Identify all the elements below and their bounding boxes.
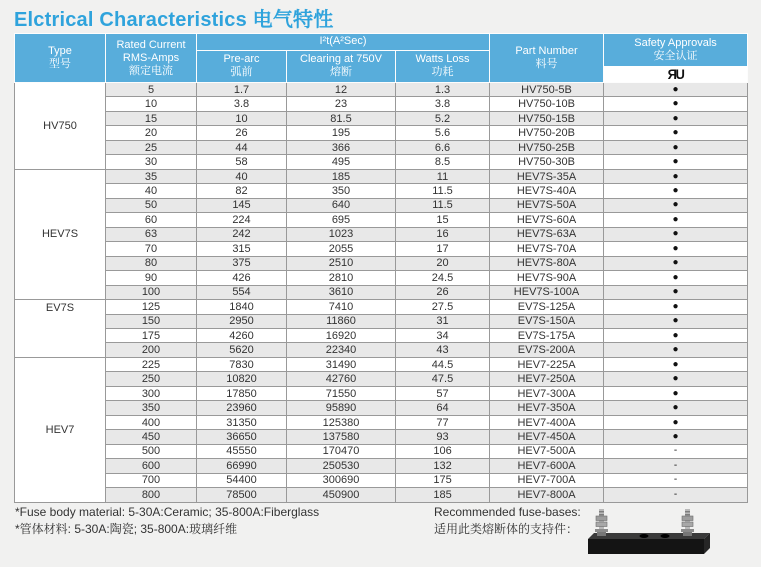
table-row bbox=[15, 227, 748, 241]
table-row bbox=[15, 198, 748, 212]
rated-current-cell: 5 bbox=[106, 83, 197, 97]
fuse-base-image bbox=[568, 505, 718, 563]
part-number-cell: HEV7-450A bbox=[490, 430, 604, 444]
type-group-label: EV7S bbox=[15, 300, 106, 358]
rated-current-cell: 15 bbox=[106, 111, 197, 125]
pre-arc-cell: 2950 bbox=[197, 314, 287, 328]
col-header-rated-zh: 额定电流 bbox=[129, 64, 173, 77]
part-number-cell: HV750-5B bbox=[490, 83, 604, 97]
clearing-cell: 23 bbox=[287, 97, 396, 111]
pre-arc-en: Pre-arc bbox=[223, 53, 260, 66]
clearing-cell: 12 bbox=[287, 83, 396, 97]
clearing-cell: 31490 bbox=[287, 357, 396, 371]
part-number-cell: EV7S-175A bbox=[490, 328, 604, 342]
safety-approval-cell: ● bbox=[604, 300, 748, 314]
table-row bbox=[15, 401, 748, 415]
safety-approval-cell: - bbox=[604, 459, 748, 473]
pre-arc-cell: 10 bbox=[197, 111, 287, 125]
watts-loss-cell: 44.5 bbox=[396, 357, 490, 371]
safety-approval-cell: ● bbox=[604, 97, 748, 111]
watts-loss-cell: 11.5 bbox=[396, 184, 490, 198]
fuse-body-material-note-en: *Fuse body material: 5-30A:Ceramic; 35-800A:Fiberglass bbox=[15, 505, 320, 519]
clearing-cell: 2510 bbox=[287, 256, 396, 270]
col-header-part-number bbox=[490, 34, 604, 83]
watts-loss-cell: 34 bbox=[396, 328, 490, 342]
watts-loss-en: Watts Loss bbox=[415, 53, 470, 66]
part-number-cell: HV750-15B bbox=[490, 111, 604, 125]
part-number-cell: HEV7-350A bbox=[490, 401, 604, 415]
table-row bbox=[15, 300, 748, 314]
table-row bbox=[15, 126, 748, 140]
clearing-cell: 137580 bbox=[287, 430, 396, 444]
watts-loss-cell: 5.6 bbox=[396, 126, 490, 140]
clearing-cell: 450900 bbox=[287, 488, 396, 502]
clearing-cell: 300690 bbox=[287, 473, 396, 487]
table-row bbox=[15, 314, 748, 328]
safety-label-en: Safety Approvals bbox=[634, 37, 717, 49]
clearing-cell: 16920 bbox=[287, 328, 396, 342]
rated-current-cell: 225 bbox=[106, 357, 197, 371]
pre-arc-cell: 26 bbox=[197, 126, 287, 140]
rated-current-cell: 25 bbox=[106, 140, 197, 154]
watts-loss-cell: 20 bbox=[396, 256, 490, 270]
col-header-type-zh: 型号 bbox=[49, 58, 71, 70]
electrical-characteristics-table bbox=[14, 33, 748, 503]
part-number-cell: HEV7S-35A bbox=[490, 169, 604, 183]
safety-approval-cell: ● bbox=[604, 198, 748, 212]
watts-loss-cell: 27.5 bbox=[396, 300, 490, 314]
ul-recognized-icon: ЯU bbox=[667, 66, 684, 82]
col-header-type bbox=[15, 34, 106, 83]
clearing-cell: 2810 bbox=[287, 271, 396, 285]
part-number-cell: HV750-30B bbox=[490, 155, 604, 169]
safety-approval-cell: ● bbox=[604, 169, 748, 183]
table-row bbox=[15, 169, 748, 183]
part-number-cell: HV750-25B bbox=[490, 140, 604, 154]
safety-approval-cell: ● bbox=[604, 242, 748, 256]
col-header-watts-loss bbox=[396, 50, 490, 82]
rated-current-cell: 450 bbox=[106, 430, 197, 444]
rated-current-cell: 63 bbox=[106, 227, 197, 241]
table-row bbox=[15, 97, 748, 111]
watts-loss-cell: 93 bbox=[396, 430, 490, 444]
rated-current-cell: 30 bbox=[106, 155, 197, 169]
pre-arc-cell: 58 bbox=[197, 155, 287, 169]
watts-loss-cell: 11 bbox=[396, 169, 490, 183]
safety-approval-cell: - bbox=[604, 473, 748, 487]
col-header-rated-line2: RMS-Amps bbox=[122, 51, 180, 64]
col-header-rated-current bbox=[106, 34, 197, 83]
safety-approval-cell: ● bbox=[604, 343, 748, 357]
watts-loss-cell: 175 bbox=[396, 473, 490, 487]
safety-approval-cell: ● bbox=[604, 184, 748, 198]
table-row bbox=[15, 386, 748, 400]
rated-current-cell: 70 bbox=[106, 242, 197, 256]
pre-arc-cell: 82 bbox=[197, 184, 287, 198]
safety-approval-cell: ● bbox=[604, 126, 748, 140]
clearing-cell: 125380 bbox=[287, 415, 396, 429]
clearing-cell: 95890 bbox=[287, 401, 396, 415]
table-row bbox=[15, 140, 748, 154]
pre-arc-cell: 224 bbox=[197, 213, 287, 227]
col-header-clearing bbox=[287, 50, 396, 82]
clearing-cell: 495 bbox=[287, 155, 396, 169]
table-row bbox=[15, 415, 748, 429]
watts-loss-cell: 26 bbox=[396, 285, 490, 299]
rated-current-cell: 600 bbox=[106, 459, 197, 473]
rated-current-cell: 400 bbox=[106, 415, 197, 429]
watts-loss-zh: 功耗 bbox=[431, 66, 454, 79]
table-row bbox=[15, 256, 748, 270]
rated-current-cell: 800 bbox=[106, 488, 197, 502]
rated-current-cell: 20 bbox=[106, 126, 197, 140]
safety-approval-cell: ● bbox=[604, 83, 748, 97]
pre-arc-cell: 375 bbox=[197, 256, 287, 270]
ul-logo-strip bbox=[604, 66, 747, 82]
watts-loss-cell: 5.2 bbox=[396, 111, 490, 125]
part-number-cell: HEV7-700A bbox=[490, 473, 604, 487]
watts-loss-cell: 185 bbox=[396, 488, 490, 502]
watts-loss-cell: 11.5 bbox=[396, 198, 490, 212]
safety-approval-cell: ● bbox=[604, 271, 748, 285]
pre-arc-cell: 36650 bbox=[197, 430, 287, 444]
header-row-1 bbox=[15, 34, 748, 51]
table-row bbox=[15, 242, 748, 256]
type-group-label: HEV7S bbox=[15, 169, 106, 299]
page-title: Elctrical Characteristics 电气特性 bbox=[14, 9, 334, 31]
part-number-cell: HEV7S-90A bbox=[490, 271, 604, 285]
table-row bbox=[15, 459, 748, 473]
rated-current-cell: 90 bbox=[106, 271, 197, 285]
rated-current-cell: 200 bbox=[106, 343, 197, 357]
clearing-cell: 195 bbox=[287, 126, 396, 140]
clearing-cell: 695 bbox=[287, 213, 396, 227]
table-row bbox=[15, 430, 748, 444]
rated-current-cell: 350 bbox=[106, 401, 197, 415]
safety-approval-cell: ● bbox=[604, 111, 748, 125]
pre-arc-cell: 1.7 bbox=[197, 83, 287, 97]
clearing-cell: 81.5 bbox=[287, 111, 396, 125]
rated-current-cell: 10 bbox=[106, 97, 197, 111]
table-row bbox=[15, 213, 748, 227]
watts-loss-cell: 47.5 bbox=[396, 372, 490, 386]
pre-arc-cell: 78500 bbox=[197, 488, 287, 502]
safety-approval-cell: ● bbox=[604, 415, 748, 429]
safety-approval-cell: ● bbox=[604, 140, 748, 154]
fuse-body-material-note-zh: *管体材料: 5-30A:陶瓷; 35-800A:玻璃纤维 bbox=[15, 522, 238, 536]
rated-current-cell: 300 bbox=[106, 386, 197, 400]
rated-current-cell: 80 bbox=[106, 256, 197, 270]
pre-arc-cell: 23960 bbox=[197, 401, 287, 415]
watts-loss-cell: 64 bbox=[396, 401, 490, 415]
watts-loss-cell: 3.8 bbox=[396, 97, 490, 111]
part-number-cell: HEV7-500A bbox=[490, 444, 604, 458]
clearing-zh: 熔断 bbox=[330, 66, 352, 79]
watts-loss-cell: 16 bbox=[396, 227, 490, 241]
rated-current-cell: 500 bbox=[106, 444, 197, 458]
part-number-cell: HV750-20B bbox=[490, 126, 604, 140]
pre-arc-cell: 54400 bbox=[197, 473, 287, 487]
table-row bbox=[15, 285, 748, 299]
part-number-cell: HEV7-300A bbox=[490, 386, 604, 400]
pre-arc-cell: 145 bbox=[197, 198, 287, 212]
clearing-cell: 1023 bbox=[287, 227, 396, 241]
part-number-cell: HV750-10B bbox=[490, 97, 604, 111]
rated-current-cell: 175 bbox=[106, 328, 197, 342]
safety-approval-cell: - bbox=[604, 444, 748, 458]
table-row bbox=[15, 328, 748, 342]
table-row bbox=[15, 271, 748, 285]
safety-label-zh: 安全认证 bbox=[653, 50, 698, 62]
safety-approval-cell: ● bbox=[604, 256, 748, 270]
col-header-i2t: I²t(A²Sec) bbox=[197, 34, 490, 51]
table-row bbox=[15, 488, 748, 502]
clearing-cell: 3610 bbox=[287, 285, 396, 299]
safety-approval-cell: ● bbox=[604, 155, 748, 169]
pre-arc-cell: 1840 bbox=[197, 300, 287, 314]
rated-current-cell: 150 bbox=[106, 314, 197, 328]
table-row bbox=[15, 111, 748, 125]
safety-approval-cell: ● bbox=[604, 372, 748, 386]
pre-arc-cell: 3.8 bbox=[197, 97, 287, 111]
safety-approval-cell: ● bbox=[604, 227, 748, 241]
safety-approval-cell: ● bbox=[604, 328, 748, 342]
watts-loss-cell: 24.5 bbox=[396, 271, 490, 285]
safety-approval-cell: - bbox=[604, 488, 748, 502]
col-header-pre-arc bbox=[197, 50, 287, 82]
pre-arc-cell: 315 bbox=[197, 242, 287, 256]
safety-approval-cell: ● bbox=[604, 430, 748, 444]
watts-loss-cell: 8.5 bbox=[396, 155, 490, 169]
pre-arc-cell: 554 bbox=[197, 285, 287, 299]
recommended-fuse-bases-en: Recommended fuse-bases: bbox=[434, 505, 581, 519]
safety-approvals-label bbox=[604, 34, 747, 66]
clearing-cell: 170470 bbox=[287, 444, 396, 458]
part-number-cell: EV7S-125A bbox=[490, 300, 604, 314]
watts-loss-cell: 31 bbox=[396, 314, 490, 328]
part-number-cell: HEV7-800A bbox=[490, 488, 604, 502]
safety-approval-cell: ● bbox=[604, 357, 748, 371]
pre-arc-cell: 4260 bbox=[197, 328, 287, 342]
clearing-cell: 7410 bbox=[287, 300, 396, 314]
table-row bbox=[15, 83, 748, 97]
clearing-cell: 11860 bbox=[287, 314, 396, 328]
part-number-cell: HEV7S-40A bbox=[490, 184, 604, 198]
col-header-type-en: Type bbox=[48, 45, 72, 57]
clearing-cell: 640 bbox=[287, 198, 396, 212]
watts-loss-cell: 43 bbox=[396, 343, 490, 357]
rated-current-cell: 700 bbox=[106, 473, 197, 487]
rated-current-cell: 125 bbox=[106, 300, 197, 314]
table-row bbox=[15, 444, 748, 458]
rated-current-cell: 250 bbox=[106, 372, 197, 386]
watts-loss-cell: 57 bbox=[396, 386, 490, 400]
watts-loss-cell: 17 bbox=[396, 242, 490, 256]
clearing-cell: 366 bbox=[287, 140, 396, 154]
col-header-part-zh: 料号 bbox=[535, 58, 558, 70]
table-row bbox=[15, 372, 748, 386]
table-row bbox=[15, 155, 748, 169]
part-number-cell: HEV7S-70A bbox=[490, 242, 604, 256]
pre-arc-cell: 45550 bbox=[197, 444, 287, 458]
pre-arc-cell: 10820 bbox=[197, 372, 287, 386]
watts-loss-cell: 106 bbox=[396, 444, 490, 458]
pre-arc-cell: 44 bbox=[197, 140, 287, 154]
safety-approval-cell: ● bbox=[604, 314, 748, 328]
pre-arc-cell: 242 bbox=[197, 227, 287, 241]
pre-arc-cell: 7830 bbox=[197, 357, 287, 371]
clearing-cell: 350 bbox=[287, 184, 396, 198]
clearing-cell: 250530 bbox=[287, 459, 396, 473]
pre-arc-cell: 66990 bbox=[197, 459, 287, 473]
safety-approval-cell: ● bbox=[604, 401, 748, 415]
watts-loss-cell: 77 bbox=[396, 415, 490, 429]
col-header-rated-line1: Rated Current bbox=[116, 38, 186, 51]
clearing-cell: 22340 bbox=[287, 343, 396, 357]
recommended-fuse-bases-zh: 适用此类熔断体的支持件： bbox=[434, 522, 579, 536]
col-header-safety-approvals bbox=[604, 34, 748, 83]
safety-approval-cell: ● bbox=[604, 213, 748, 227]
watts-loss-cell: 1.3 bbox=[396, 83, 490, 97]
safety-approval-cell: ● bbox=[604, 386, 748, 400]
part-number-cell: HEV7S-63A bbox=[490, 227, 604, 241]
clearing-cell: 2055 bbox=[287, 242, 396, 256]
rated-current-cell: 35 bbox=[106, 169, 197, 183]
watts-loss-cell: 6.6 bbox=[396, 140, 490, 154]
pre-arc-cell: 5620 bbox=[197, 343, 287, 357]
pre-arc-cell: 40 bbox=[197, 169, 287, 183]
watts-loss-cell: 15 bbox=[396, 213, 490, 227]
part-number-cell: HEV7S-80A bbox=[490, 256, 604, 270]
pre-arc-cell: 31350 bbox=[197, 415, 287, 429]
part-number-cell: HEV7S-60A bbox=[490, 213, 604, 227]
part-number-cell: HEV7-600A bbox=[490, 459, 604, 473]
safety-approval-cell: ● bbox=[604, 285, 748, 299]
clearing-cell: 185 bbox=[287, 169, 396, 183]
rated-current-cell: 40 bbox=[106, 184, 197, 198]
rated-current-cell: 50 bbox=[106, 198, 197, 212]
type-group-label: HEV7 bbox=[15, 357, 106, 502]
col-header-part-en: Part Number bbox=[515, 45, 578, 57]
clearing-en: Clearing at 750V bbox=[300, 53, 382, 66]
table-row bbox=[15, 473, 748, 487]
part-number-cell: EV7S-200A bbox=[490, 343, 604, 357]
part-number-cell: HEV7-250A bbox=[490, 372, 604, 386]
type-group-label: HV750 bbox=[15, 83, 106, 170]
table-row bbox=[15, 357, 748, 371]
clearing-cell: 71550 bbox=[287, 386, 396, 400]
watts-loss-cell: 132 bbox=[396, 459, 490, 473]
pre-arc-cell: 17850 bbox=[197, 386, 287, 400]
rated-current-cell: 60 bbox=[106, 213, 197, 227]
pre-arc-zh: 弧前 bbox=[230, 66, 253, 79]
clearing-cell: 42760 bbox=[287, 372, 396, 386]
part-number-cell: HEV7S-50A bbox=[490, 198, 604, 212]
table-row bbox=[15, 343, 748, 357]
part-number-cell: HEV7-400A bbox=[490, 415, 604, 429]
part-number-cell: HEV7S-100A bbox=[490, 285, 604, 299]
part-number-cell: HEV7-225A bbox=[490, 357, 604, 371]
rated-current-cell: 100 bbox=[106, 285, 197, 299]
part-number-cell: EV7S-150A bbox=[490, 314, 604, 328]
table-row bbox=[15, 184, 748, 198]
pre-arc-cell: 426 bbox=[197, 271, 287, 285]
